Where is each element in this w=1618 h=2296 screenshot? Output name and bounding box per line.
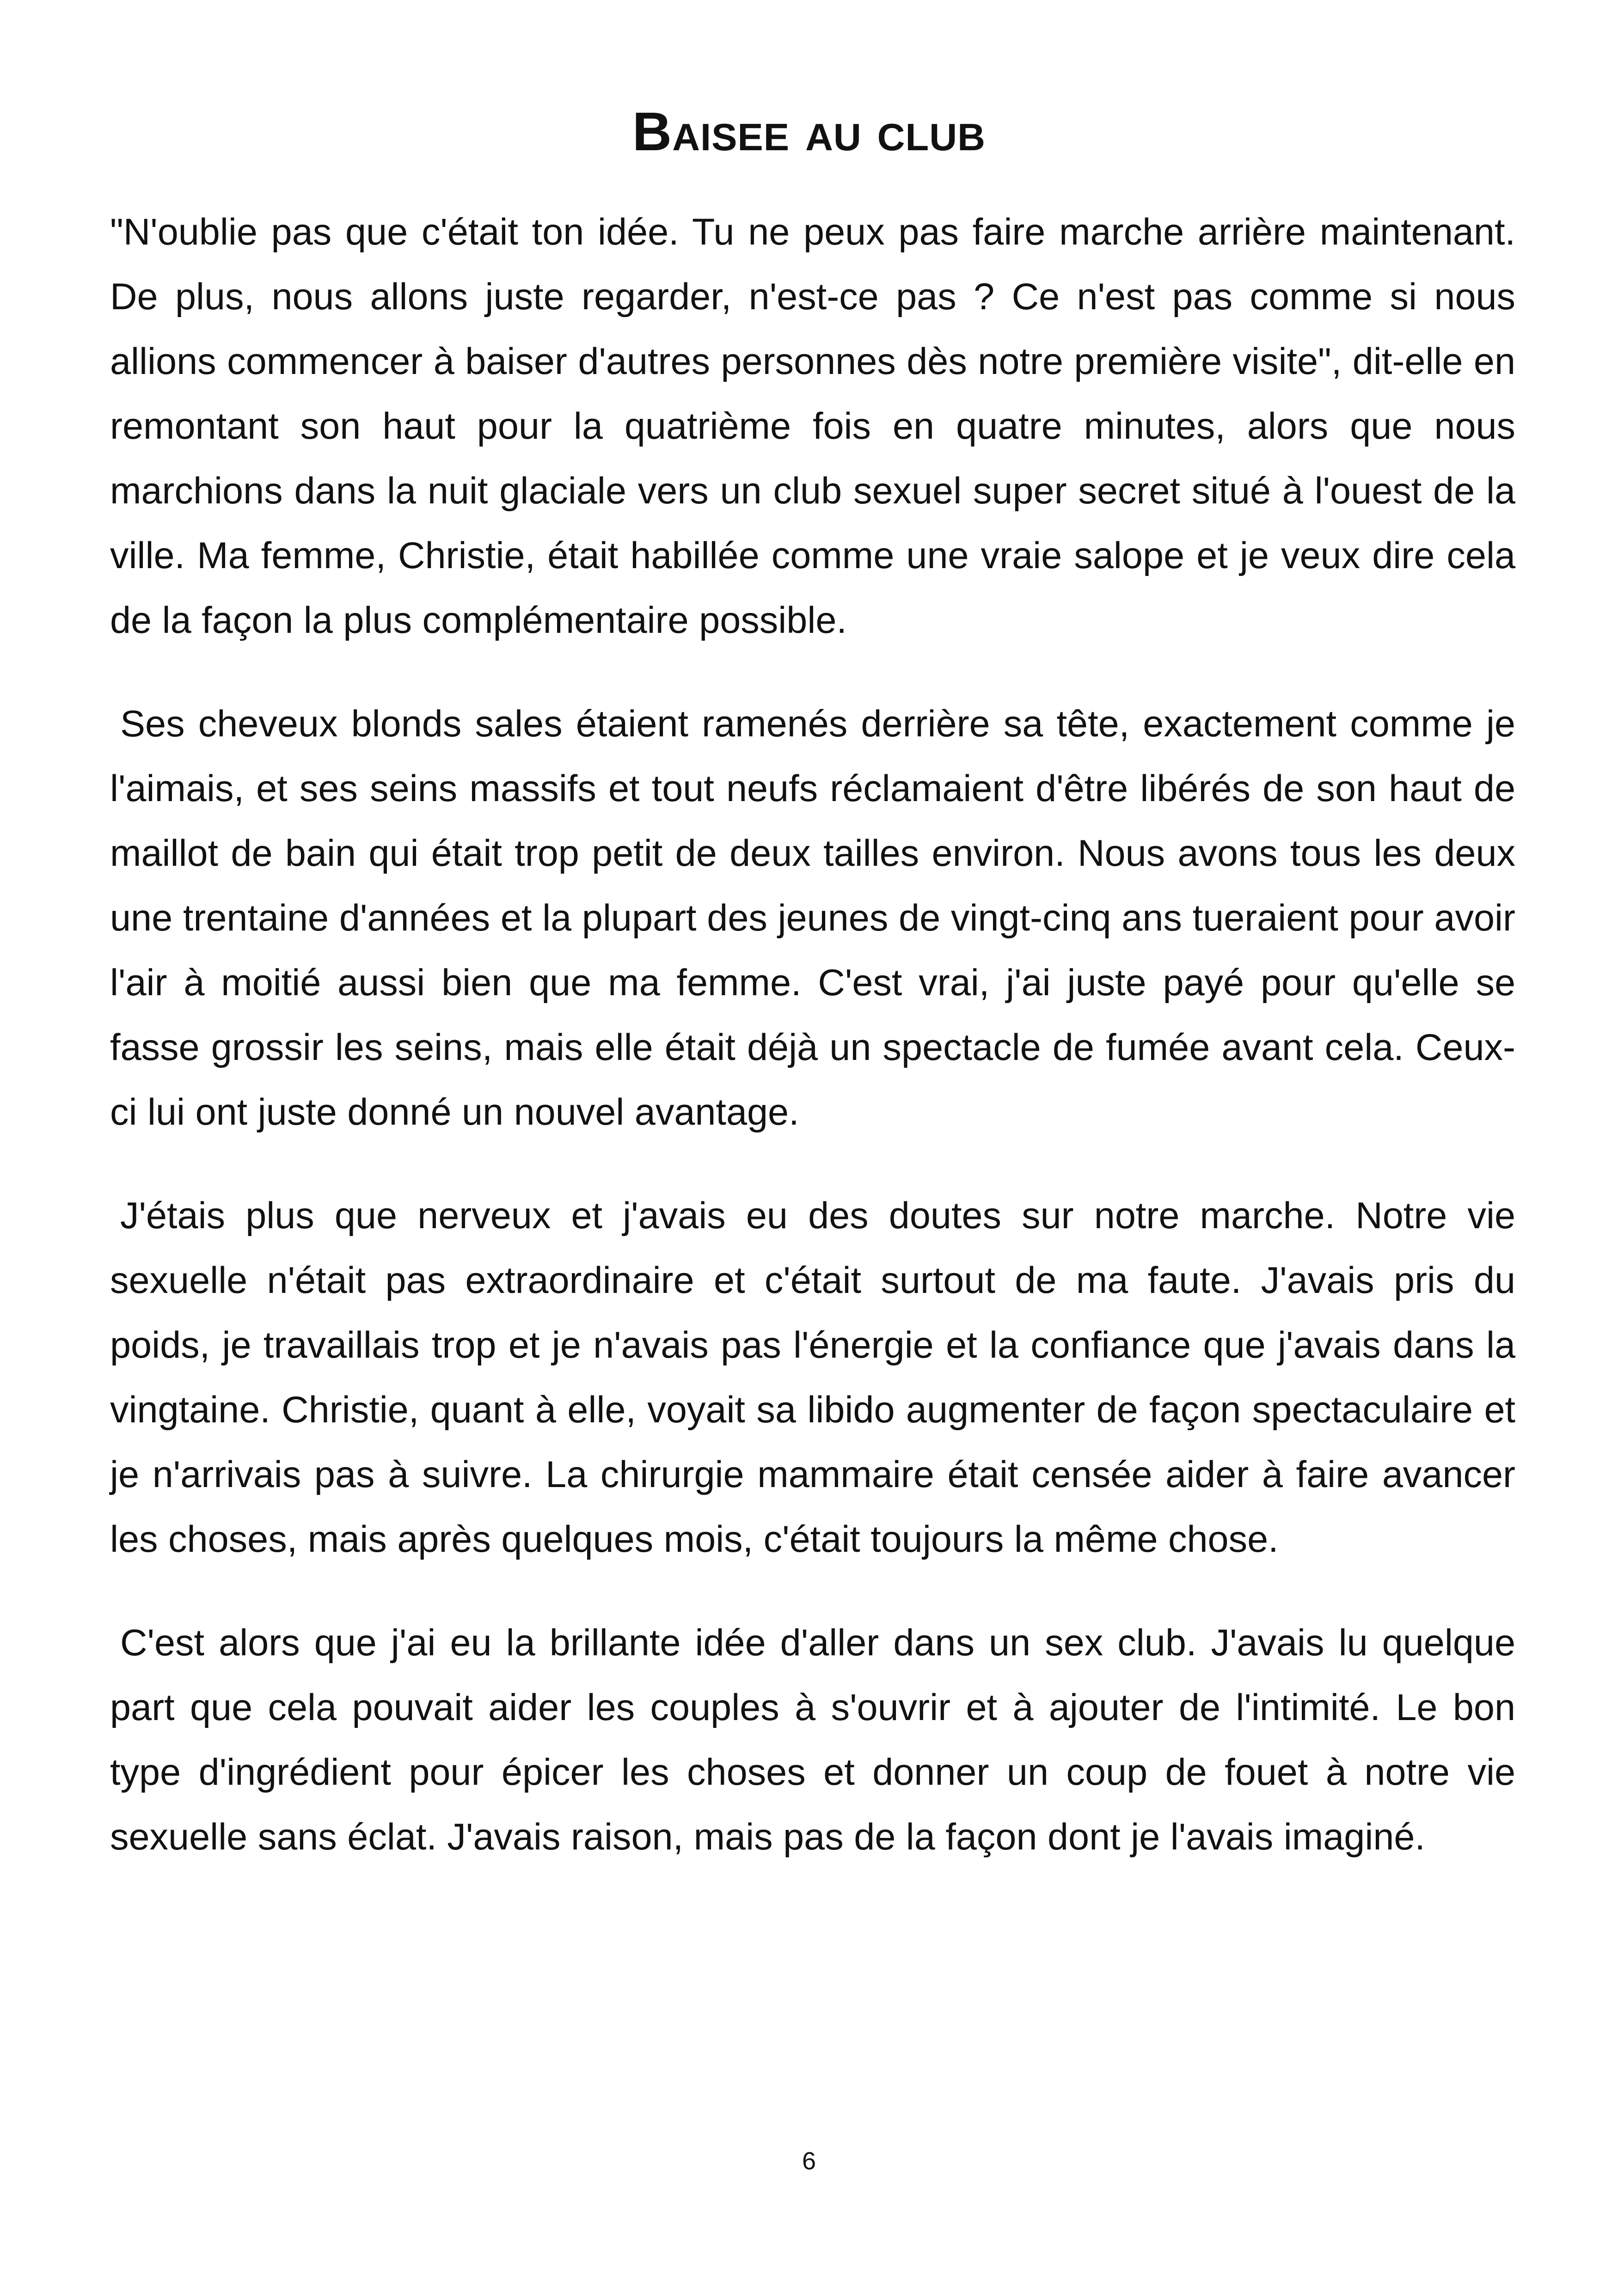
paragraph-3: J'étais plus que nerveux et j'avais eu des doutes sur notre marche. Notre vie sexuelle n'était pas extraordinaire et c'était surtout de ma faute. J'avais pris du poids, je travaillais trop et je n'avais pas l'énergie et la confiance que j'avais dans la vingtaine. Christie, quant à elle, voyait sa libido augmenter de façon spectaculaire et je n'arrivais pas à suivre. La chirurgie mammaire était censée aider à faire avancer les choses, mais après quelques mois, c'était toujours la même chose. — [110, 1195, 1515, 1560]
body-text — [110, 200, 1515, 1908]
chapter-title: Baisee au club — [632, 101, 986, 162]
paragraph-4: C'est alors que j'ai eu la brillante idée d'aller dans un sex club. J'avais lu quelque part que cela pouvait aider les couples à s'ouvrir et à ajouter de l'intimité. Le bon type d'ingrédient pour épicer les choses et donner un coup de fouet à notre vie sexuelle sans éclat. J'avais raison, mais pas de la façon dont je l'avais imaginé. — [110, 1622, 1515, 1858]
page-number: 6 — [802, 2147, 816, 2175]
paragraph-2: Ses cheveux blonds sales étaient ramenés derrière sa tête, exactement comme je l'aimais, et ses seins massifs et tout neufs réclamaient d'être libérés de son haut de maillot de bain qui était trop petit de deux tailles environ. Nous avons tous les deux une trentaine d'années et la plupart des jeunes de vingt-cinq ans tueraient pour avoir l'air à moitié aussi bien que ma femme. C'est vrai, j'ai juste payé pour qu'elle se fasse grossir les seins, mais elle était déjà un spectacle de fumée avant cela. Ceux-ci lui ont juste donné un nouvel avantage. — [110, 703, 1515, 1133]
paragraph-1: "N'oublie pas que c'était ton idée. Tu ne peux pas faire marche arrière maintenant. De plus, nous allons juste regarder, n'est-ce pas ? Ce n'est pas comme si nous allions commencer à baiser d'autres personnes dès notre première visite", dit-elle en remontant son haut pour la quatrième fois en quatre minutes, alors que nous marchions dans la nuit glaciale vers un club sexuel super secret situé à l'ouest de la ville. Ma femme, Christie, était habillée comme une vraie salope et je veux dire cela de la façon la plus complémentaire possible. — [110, 211, 1515, 641]
